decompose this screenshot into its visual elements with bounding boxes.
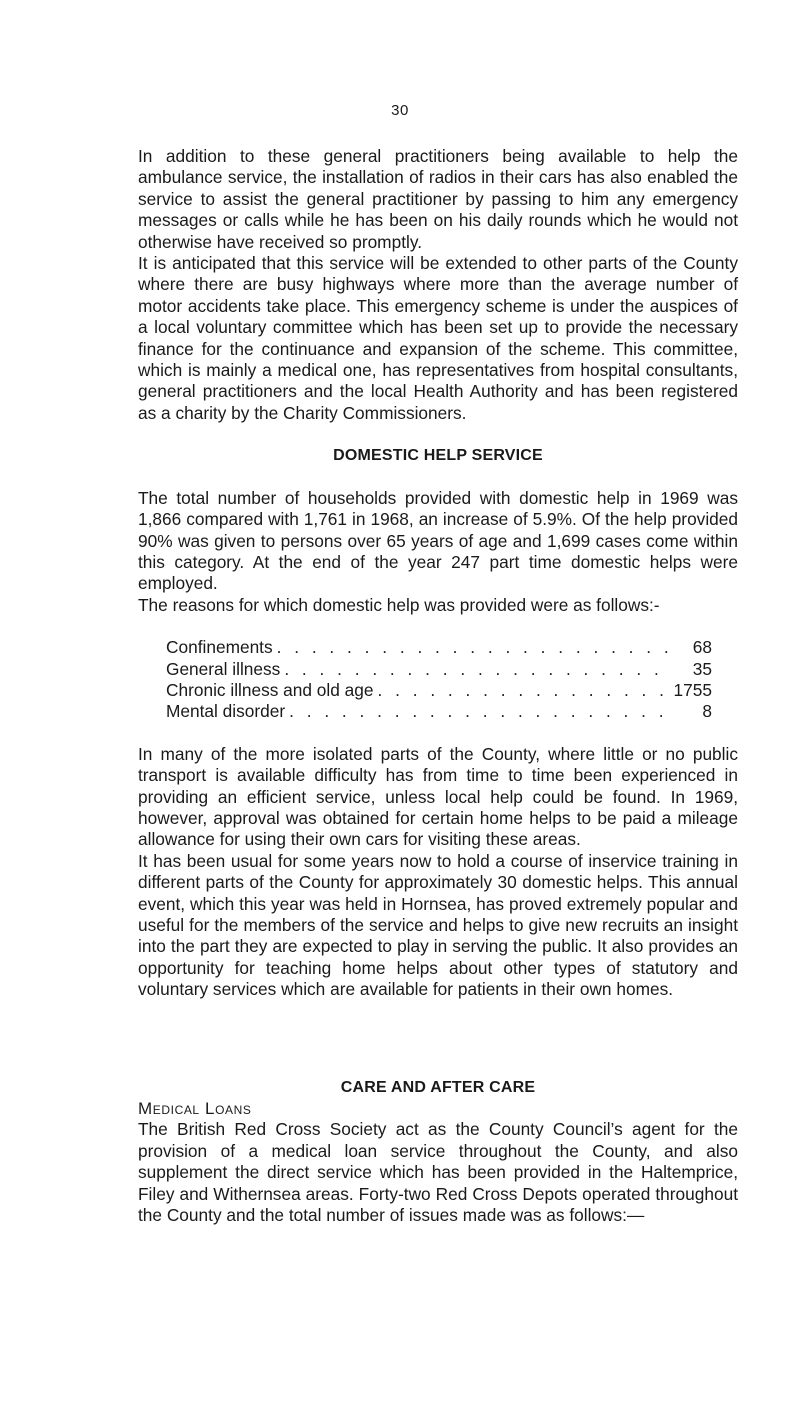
reason-value: 1755	[673, 679, 712, 700]
reason-row-chronic-illness	[166, 680, 712, 701]
leader-dots	[284, 659, 668, 680]
intro-paragraph-2: It is anticipated that this service will be extended to other parts of the County where there are busy highways where more than the average number of motor accidents take place. This emergency scheme is under the auspices of a local voluntary committee which has been set up to provide the necessary finance for the continuance and expansion of the scheme. This committee, which is mainly a medical one, has representatives from hospital consultants, general practitioners and the local Health Authority and has been registered as a charity by the Charity Commissioners.	[138, 253, 738, 423]
reason-label: Mental disorder	[166, 701, 286, 722]
domestic-help-paragraph-2: The reasons for which domestic help was provided were as follows:-	[138, 594, 660, 615]
leader-dots	[378, 680, 668, 701]
page-content	[138, 146, 738, 1226]
reason-value: 8	[702, 701, 712, 722]
leader-dots	[289, 701, 668, 722]
reason-row-mental-disorder	[166, 701, 712, 722]
domestic-help-heading: DOMESTIC HELP SERVICE	[333, 447, 543, 465]
reason-row-general-illness	[166, 659, 712, 680]
intro-paragraph-1: In addition to these general practitioners being available to help the ambulance service, the installation of radios in their cars has also enabled the service to assist the general practitioner by passing to him any emergency messages or calls while he has been on his daily rounds which he would not otherwise have received so promptly.	[138, 146, 738, 252]
reason-value: 68	[692, 637, 712, 658]
reason-row-confinements	[166, 637, 712, 658]
domestic-help-paragraph-3: In many of the more isolated parts of the County, where little or no public transport is available difficulty has from time to time been experienced in providing an efficient service, unless local help could be found. In 1969, however, approval was obtained for certain home helps to be paid a mileage allowance for using their own cars for visiting these areas.	[138, 743, 738, 850]
care-heading: CARE AND AFTER CARE	[340, 1078, 536, 1096]
reason-label: Confinements	[166, 637, 273, 658]
domestic-help-paragraph-1: The total number of households provided with domestic help in 1969 was 1,866 compared with 1,761 in 1968, an increase of 5.9%. Of the help provided 90% was given to persons over 65 years of age and 1,699 cases come within this category. At the end of the year 247 part time domestic helps were employed.	[138, 487, 738, 594]
domestic-help-paragraph-4: It has been usual for some years now to hold a course of inservice training in different parts of the County for approximately 30 domestic helps. This annual event, which this year was held in Hornsea, has proved extremely popular and useful for the members of the service and helps to give new recruits an insight into the part they are expected to play in serving the public. It also provides an opportunity for teaching home helps about other types of statutory and voluntary services which are available for patients in their own homes.	[138, 850, 738, 1000]
medical-loans-subheading: Medical Loans	[138, 1098, 252, 1118]
page-number: 30	[391, 102, 409, 119]
reasons-list	[166, 637, 712, 723]
reason-label: Chronic illness and old age	[166, 679, 374, 700]
reason-label: General illness	[166, 658, 281, 679]
reason-value: 35	[692, 658, 712, 679]
care-paragraph: The British Red Cross Society act as the County Council’s agent for the provision of a medical loan service throughout the County, and also supplement the direct service which has been provided in the Haltemprice, Filey and Withernsea areas. Forty-two Red Cross Depots operated throughout the County and the total number of issues made was as follows:—	[138, 1119, 738, 1225]
leader-dots	[277, 637, 668, 658]
